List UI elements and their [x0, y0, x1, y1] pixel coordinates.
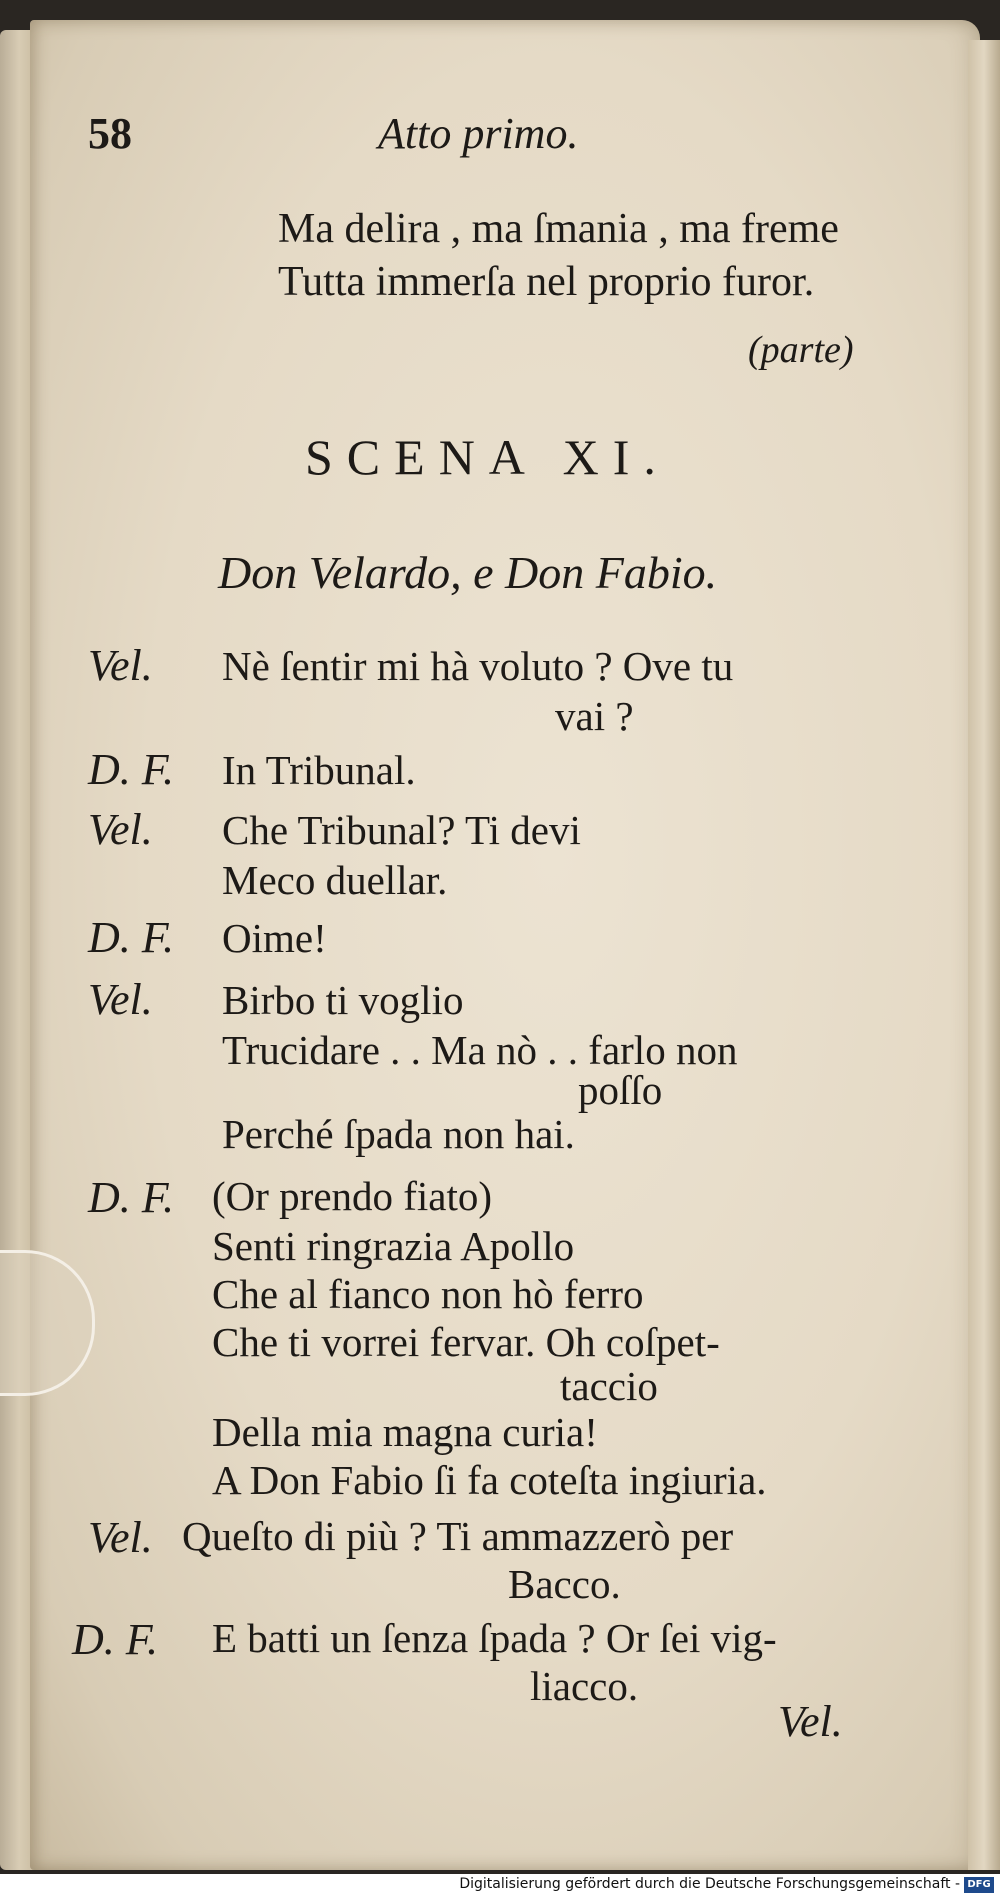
speaker-label: D. F.: [88, 745, 174, 794]
dialogue-line: Queſto di più ? Ti ammazzerò per: [182, 1513, 734, 1559]
dialogue-line: Trucidare . . Ma nò . . farlo non: [222, 1027, 738, 1073]
scene-title: SCENA XI.: [305, 429, 670, 485]
speaker-label: Vel.: [88, 975, 153, 1024]
dialogue-line: Senti ringrazia Apollo: [212, 1223, 575, 1269]
dialogue-line: Della mia magna curia!: [212, 1409, 598, 1455]
footer-credit: Digitalisierung gefördert durch die Deutsche Forschungsgemeinschaft -: [459, 1876, 960, 1892]
speaker-label: Vel.: [88, 641, 153, 690]
speaker-label: D. F.: [72, 1615, 158, 1664]
dialogue-line: Che Tribunal? Ti devi: [222, 807, 581, 853]
scene-characters: Don Velardo, e Don Fabio.: [218, 547, 718, 598]
digitization-footer: [0, 1874, 1000, 1896]
speaker-label: D. F.: [88, 1173, 174, 1222]
dialogue-line: vai ?: [555, 693, 634, 739]
stage-direction: (parte): [748, 329, 854, 371]
verse-line: Ma delira , ma ſmania , ma freme: [278, 206, 839, 252]
dialogue-line: A Don Fabio ſi fa coteſta ingiuria.: [212, 1457, 767, 1503]
dialogue-line: liacco.: [530, 1663, 639, 1709]
speaker-label: Vel.: [88, 805, 153, 854]
dialogue-line: (Or prendo fiato): [212, 1173, 493, 1219]
speaker-label: Vel.: [88, 1513, 153, 1562]
dialogue-line: Che al fianco non hò ferro: [212, 1271, 644, 1317]
book-edge-right: [968, 40, 1000, 1870]
dialogue-line: E batti un ſenza ſpada ? Or ſei vig-: [212, 1615, 777, 1661]
dialogue-line: Oime!: [222, 915, 327, 961]
dfg-logo: DFG: [964, 1877, 994, 1893]
dialogue-line: Bacco.: [508, 1561, 621, 1607]
verse-line: Tutta immerſa nel proprio furor.: [278, 259, 815, 305]
speaker-label: D. F.: [88, 913, 174, 962]
dialogue-line: Nè ſentir mi hà voluto ? Ove tu: [222, 643, 734, 689]
dialogue-line: poſſo: [578, 1067, 663, 1113]
dialogue-line: Perché ſpada non hai.: [222, 1111, 575, 1157]
catchword: Vel.: [778, 1697, 843, 1746]
dialogue-line: Che ti vorrei fervar. Oh coſpet-: [212, 1319, 720, 1365]
page-number: 58: [88, 109, 132, 158]
dialogue-line: Meco duellar.: [222, 857, 448, 903]
dialogue-line: taccio: [560, 1363, 658, 1409]
dialogue-line: In Tribunal.: [222, 747, 416, 793]
dialogue-line: Birbo ti voglio: [222, 977, 464, 1023]
running-head: Atto primo.: [378, 109, 579, 158]
